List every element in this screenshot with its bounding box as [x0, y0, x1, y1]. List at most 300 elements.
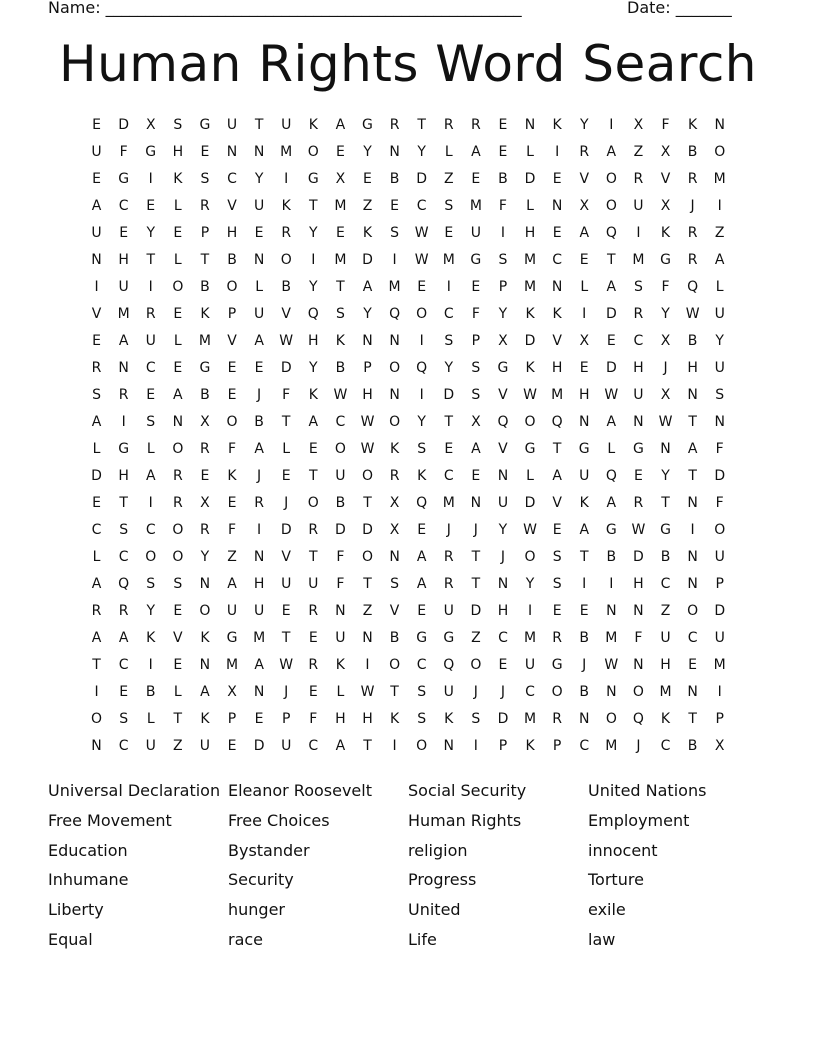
grid-cell: K [417, 468, 427, 484]
grid-cell: O [172, 441, 184, 457]
grid-cell: Z [227, 549, 237, 565]
letter-grid [83, 112, 743, 760]
grid-cell: V [579, 171, 590, 187]
grid-cell: O [470, 657, 482, 673]
grid-cell: S [471, 360, 481, 376]
grid-cell: I [419, 387, 424, 403]
grid-cell: T [552, 441, 562, 457]
grid-cell: U [524, 657, 536, 673]
grid-row [83, 409, 743, 436]
grid-cell: X [471, 414, 481, 430]
grid-cell: K [579, 495, 589, 511]
grid-cell: A [91, 198, 102, 214]
grid-cell: P [227, 711, 237, 727]
grid-cell: T [444, 414, 454, 430]
grid-cell: G [578, 441, 590, 457]
grid-cell: V [660, 171, 671, 187]
grid-row [83, 625, 743, 652]
grid-cell: C [227, 171, 237, 187]
grid-cell: E [173, 225, 183, 241]
grid-cell: I [717, 684, 722, 700]
grid-cell: Q [605, 468, 617, 484]
grid-cell: M [659, 684, 672, 700]
grid-cell: S [552, 549, 562, 565]
grid-cell: B [660, 549, 671, 565]
grid-cell: A [606, 144, 617, 160]
grid-cell: M [253, 630, 266, 646]
grid-cell: H [226, 225, 238, 241]
grid-cell: T [281, 630, 291, 646]
grid-cell: K [688, 117, 698, 133]
grid-cell: T [92, 657, 101, 673]
grid-cell: C [498, 630, 508, 646]
grid-cell: N [578, 711, 590, 727]
grid-cell: P [281, 711, 291, 727]
grid-cell: K [525, 738, 535, 754]
grid-cell: E [498, 117, 508, 133]
grid-cell: P [471, 333, 481, 349]
grid-cell: P [227, 306, 237, 322]
grid-cell: K [146, 630, 156, 646]
grid-cell: M [713, 657, 726, 673]
grid-cell: U [226, 603, 238, 619]
grid-cell: X [714, 738, 725, 754]
grid-cell: F [715, 495, 724, 511]
grid-cell: E [579, 360, 589, 376]
grid-cell: H [551, 360, 563, 376]
grid-cell: L [173, 198, 182, 214]
grid-cell: V [227, 333, 237, 349]
grid-cell: E [552, 225, 562, 241]
grid-cell: B [687, 333, 698, 349]
grid-cell: E [254, 711, 264, 727]
grid-cell: Y [417, 144, 426, 160]
grid-cell: I [284, 171, 289, 187]
grid-cell: V [281, 306, 291, 322]
grid-cell: E [471, 468, 481, 484]
grid-cell: H [118, 252, 129, 268]
grid-cell: X [660, 144, 671, 160]
grid-cell: U [714, 630, 725, 646]
word-list-item: United Nations [588, 781, 707, 800]
grid-cell: X [389, 495, 400, 511]
grid-cell: Z [443, 171, 454, 187]
grid-cell: G [145, 144, 157, 160]
grid-cell: A [118, 630, 129, 646]
grid-cell: E [335, 144, 345, 160]
grid-cell: N [687, 549, 698, 565]
grid-cell: I [555, 144, 560, 160]
grid-cell: C [416, 657, 427, 673]
grid-cell: W [685, 306, 700, 322]
grid-cell: Y [363, 306, 372, 322]
grid-cell: C [118, 657, 129, 673]
grid-cell: B [200, 279, 210, 295]
grid-cell: P [363, 360, 372, 376]
grid-cell: A [227, 576, 237, 592]
grid-cell: M [524, 711, 537, 727]
word-list-item: Free Movement [48, 810, 172, 830]
grid-cell: S [715, 387, 725, 403]
grid-cell: U [281, 738, 292, 754]
grid-cell: B [145, 684, 156, 700]
grid-cell: Z [633, 144, 644, 160]
grid-cell: E [579, 252, 589, 268]
word-list-item: religion [408, 840, 468, 860]
grid-cell: N [362, 630, 373, 646]
grid-row [83, 193, 743, 220]
grid-cell: C [443, 468, 454, 484]
grid-cell: H [660, 657, 671, 673]
grid-cell: O [226, 414, 238, 430]
grid-cell: S [146, 576, 156, 592]
grid-cell: D [524, 171, 536, 187]
grid-cell: Z [362, 198, 373, 214]
grid-cell: N [253, 549, 265, 565]
grid-cell: H [362, 387, 373, 403]
grid-cell: R [172, 468, 183, 484]
grid-cell: K [444, 711, 454, 727]
grid-cell: Z [362, 603, 373, 619]
grid-cell: E [688, 657, 698, 673]
grid-cell: E [417, 279, 427, 295]
grid-cell: H [308, 333, 319, 349]
grid-cell: L [173, 333, 182, 349]
word-list-item: Progress [408, 870, 477, 890]
grid-cell: Z [471, 630, 481, 646]
grid-cell: J [473, 684, 478, 700]
grid-cell: N [606, 603, 617, 619]
grid-cell: J [257, 468, 262, 484]
grid-cell: E [173, 657, 183, 673]
grid-cell: R [687, 252, 698, 268]
grid-cell: U [443, 684, 454, 700]
grid-cell: T [607, 252, 616, 268]
grid-cell: A [606, 414, 617, 430]
grid-row [83, 571, 743, 598]
grid-cell: R [200, 441, 210, 457]
grid-cell: D [605, 306, 617, 322]
grid-cell: L [526, 468, 534, 484]
grid-cell: G [199, 360, 211, 376]
grid-cell: B [606, 549, 617, 565]
grid-row [83, 598, 743, 625]
grid-cell: K [227, 468, 237, 484]
grid-cell: P [715, 576, 724, 592]
grid-cell: X [200, 414, 210, 430]
grid-cell: N [172, 414, 184, 430]
grid-cell: T [688, 414, 697, 430]
grid-cell: R [633, 171, 644, 187]
grid-cell: U [253, 306, 265, 322]
grid-cell: T [363, 495, 372, 511]
grid-cell: E [417, 603, 427, 619]
grid-cell: D [416, 171, 428, 187]
grid-cell: O [551, 684, 563, 700]
grid-cell: E [281, 468, 291, 484]
grid-row [83, 301, 743, 328]
grid-cell: M [334, 252, 347, 268]
grid-cell: D [497, 711, 509, 727]
grid-cell: W [360, 414, 375, 430]
grid-cell: C [552, 252, 563, 268]
grid-cell: S [498, 252, 508, 268]
grid-cell: N [551, 279, 563, 295]
grid-cell: M [605, 630, 618, 646]
grid-cell: I [527, 603, 533, 619]
grid-cell: Y [309, 279, 318, 295]
grid-cell: R [687, 225, 698, 241]
word-list-item: Liberty [48, 900, 104, 920]
grid-cell: A [335, 738, 346, 754]
word-list-item: United [408, 900, 461, 920]
grid-cell: M [632, 252, 645, 268]
grid-cell: W [279, 657, 294, 673]
grid-cell: E [119, 225, 129, 241]
grid-row [83, 544, 743, 571]
grid-cell: U [714, 306, 725, 322]
grid-cell: A [308, 414, 319, 430]
grid-cell: H [172, 144, 184, 160]
grid-cell: A [173, 387, 183, 403]
grid-cell: G [632, 441, 644, 457]
grid-cell: R [118, 603, 129, 619]
grid-cell: D [470, 603, 482, 619]
grid-cell: E [606, 333, 616, 349]
grid-cell: E [146, 198, 156, 214]
grid-cell: E [390, 198, 399, 214]
grid-cell: Q [118, 576, 130, 592]
grid-cell: U [145, 738, 156, 754]
grid-cell: N [714, 117, 725, 133]
grid-row [83, 517, 743, 544]
grid-cell: M [524, 630, 537, 646]
grid-cell: C [416, 198, 427, 214]
grid-cell: E [92, 495, 101, 511]
grid-cell: T [688, 468, 697, 484]
grid-cell: S [390, 576, 400, 592]
grid-cell: L [526, 144, 534, 160]
grid-cell: E [498, 657, 508, 673]
grid-cell: C [308, 738, 319, 754]
grid-cell: J [636, 738, 641, 754]
grid-cell: J [500, 684, 506, 700]
grid-cell: A [91, 630, 102, 646]
grid-cell: L [607, 441, 616, 457]
grid-cell: J [446, 522, 451, 538]
grid-cell: L [92, 549, 101, 565]
grid-cell: T [363, 576, 372, 592]
grid-cell: V [552, 333, 562, 349]
grid-cell: L [146, 441, 155, 457]
grid-cell: N [497, 576, 509, 592]
grid-cell: U [281, 117, 292, 133]
grid-cell: N [389, 387, 400, 403]
grid-cell: I [636, 225, 641, 241]
grid-cell: O [307, 495, 319, 511]
grid-cell: A [714, 252, 725, 268]
grid-cell: Q [605, 225, 617, 241]
date-field-label: Date: _______ [627, 0, 732, 17]
grid-cell: T [688, 711, 697, 727]
grid-cell: H [362, 711, 373, 727]
grid-cell: I [609, 117, 614, 133]
grid-cell: M [713, 171, 726, 187]
grid-cell: B [389, 630, 400, 646]
grid-cell: S [417, 441, 427, 457]
grid-cell: M [551, 387, 564, 403]
grid-cell: R [389, 468, 400, 484]
grid-cell: V [498, 387, 508, 403]
grid-cell: T [173, 711, 183, 727]
grid-cell: E [308, 441, 318, 457]
grid-cell: R [172, 495, 183, 511]
grid-cell: Q [416, 360, 428, 376]
grid-cell: B [254, 414, 264, 430]
grid-cell: D [605, 360, 617, 376]
grid-cell: K [173, 171, 183, 187]
grid-cell: T [200, 252, 210, 268]
grid-cell: C [579, 738, 590, 754]
grid-cell: K [389, 441, 400, 457]
grid-cell: N [687, 684, 698, 700]
grid-cell: D [280, 522, 292, 538]
grid-cell: S [471, 387, 481, 403]
grid-cell: A [91, 576, 102, 592]
grid-cell: R [281, 225, 292, 241]
grid-cell: B [335, 495, 346, 511]
grid-cell: F [498, 198, 507, 214]
grid-cell: M [388, 279, 401, 295]
word-list-item: Free Choices [228, 810, 330, 830]
grid-cell: O [714, 522, 726, 538]
grid-cell: F [661, 117, 670, 133]
grid-cell: M [117, 306, 130, 322]
grid-cell: X [579, 333, 590, 349]
grid-cell: K [200, 630, 210, 646]
grid-cell: R [552, 711, 562, 727]
grid-cell: N [660, 441, 671, 457]
grid-cell: Z [173, 738, 183, 754]
grid-cell: Y [661, 468, 670, 484]
grid-cell: B [281, 279, 291, 295]
grid-cell: K [525, 360, 535, 376]
grid-cell: B [200, 387, 210, 403]
grid-cell: S [335, 306, 345, 322]
grid-row [83, 328, 743, 355]
grid-cell: C [525, 684, 535, 700]
grid-cell: B [579, 684, 590, 700]
grid-cell: B [389, 171, 400, 187]
grid-cell: I [257, 522, 262, 538]
grid-cell: G [118, 171, 130, 187]
grid-row [83, 706, 743, 733]
grid-cell: S [146, 414, 156, 430]
grid-cell: E [444, 225, 454, 241]
grid-cell: S [173, 576, 183, 592]
grid-cell: U [633, 198, 644, 214]
grid-cell: T [309, 198, 318, 214]
grid-cell: R [308, 657, 319, 673]
grid-cell: U [443, 603, 454, 619]
grid-cell: H [524, 225, 536, 241]
grid-cell: F [119, 144, 128, 160]
grid-cell: W [360, 441, 375, 457]
grid-cell: U [253, 198, 265, 214]
grid-cell: O [389, 360, 401, 376]
grid-cell: I [582, 576, 587, 592]
grid-cell: R [443, 576, 454, 592]
grid-row [83, 652, 743, 679]
grid-cell: W [523, 522, 537, 538]
grid-cell: U [281, 576, 292, 592]
grid-cell: N [606, 684, 617, 700]
grid-cell: J [284, 684, 289, 700]
grid-cell: T [254, 117, 264, 133]
grid-cell: D [280, 360, 292, 376]
grid-cell: E [173, 306, 183, 322]
grid-cell: O [687, 603, 699, 619]
grid-cell: E [444, 441, 454, 457]
grid-cell: M [198, 333, 211, 349]
grid-cell: O [605, 198, 617, 214]
grid-row [83, 112, 743, 139]
grid-cell: H [633, 360, 644, 376]
grid-cell: K [389, 711, 400, 727]
grid-cell: Y [309, 225, 318, 241]
grid-cell: W [604, 657, 619, 673]
grid-cell: D [714, 603, 726, 619]
grid-cell: L [146, 711, 155, 727]
grid-cell: S [92, 387, 101, 403]
grid-cell: U [714, 360, 725, 376]
grid-cell: Z [714, 225, 725, 241]
grid-cell: S [119, 711, 129, 727]
grid-cell: E [92, 117, 101, 133]
grid-cell: O [361, 468, 373, 484]
grid-cell: A [687, 441, 698, 457]
grid-cell: A [335, 117, 346, 133]
grid-cell: O [524, 549, 536, 565]
grid-cell: O [416, 738, 428, 754]
grid-cell: K [552, 306, 562, 322]
grid-cell: N [389, 333, 400, 349]
grid-cell: J [500, 549, 506, 565]
grid-cell: V [227, 198, 237, 214]
grid-cell: S [417, 684, 427, 700]
grid-cell: L [526, 198, 534, 214]
grid-cell: Q [551, 414, 563, 430]
grid-cell: O [389, 657, 401, 673]
grid-cell: X [145, 117, 156, 133]
word-list-item: Human Rights [408, 810, 522, 830]
grid-cell: Y [309, 360, 318, 376]
grid-cell: V [498, 441, 508, 457]
grid-cell: E [552, 603, 562, 619]
grid-cell: I [392, 738, 397, 754]
grid-cell: G [524, 441, 536, 457]
grid-cell: D [118, 117, 130, 133]
grid-cell: X [227, 684, 237, 700]
grid-cell: R [145, 306, 156, 322]
grid-cell: O [389, 414, 401, 430]
grid-cell: N [497, 468, 509, 484]
grid-cell: O [307, 144, 319, 160]
grid-cell: T [309, 549, 318, 565]
grid-cell: T [390, 684, 399, 700]
grid-cell: A [145, 468, 156, 484]
grid-cell: O [632, 684, 644, 700]
